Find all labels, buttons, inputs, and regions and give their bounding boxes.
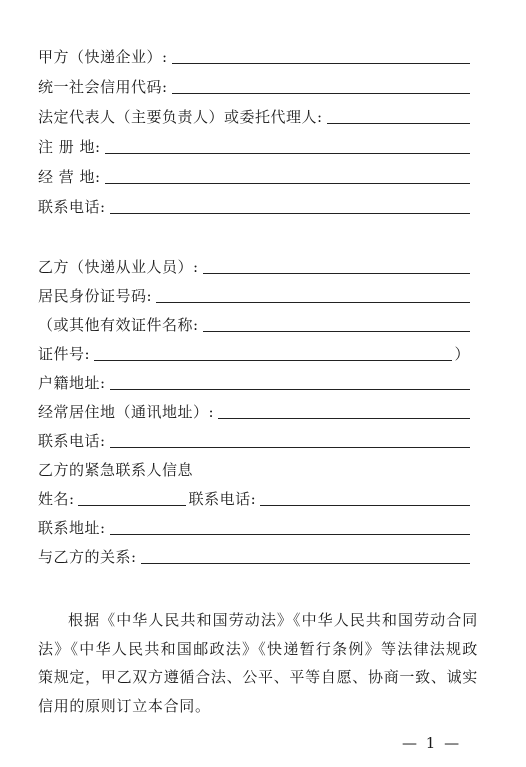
biz-address-field <box>38 163 470 187</box>
other-cert-label: （或其他有效证件名称: <box>38 316 199 334</box>
household-line[interactable] <box>110 375 470 390</box>
emergency-phone-line[interactable] <box>260 491 470 506</box>
party-a-phone-label: 联系电话: <box>38 198 106 216</box>
emergency-relation-field <box>38 543 470 567</box>
emergency-relation-label: 与乙方的关系: <box>38 548 137 566</box>
party-b-name-line[interactable] <box>203 259 470 274</box>
party-a-name-line[interactable] <box>172 49 470 64</box>
emergency-title: 乙方的紧急联系人信息 <box>38 461 194 479</box>
household-label: 户籍地址: <box>38 374 106 392</box>
legal-rep-line[interactable] <box>327 109 470 124</box>
emergency-name-phone-field <box>38 485 470 509</box>
preamble-paragraph: 根据《中华人民共和国劳动法》《中华人民共和国劳动合同法》《中华人民共和国邮政法》《快递暂行条例》等法律法规政策规定，甲乙双方遵循合法、公平、平等自愿、协商一致、诚实信用的原则订立本合同。 <box>38 611 478 715</box>
cert-number-line[interactable] <box>94 346 452 361</box>
other-cert-field <box>38 311 470 335</box>
party-b-phone-field <box>38 427 470 451</box>
page-number: — 1 — <box>402 734 462 752</box>
credit-code-field <box>38 73 470 97</box>
emergency-title-row <box>38 456 470 480</box>
party-b-phone-line[interactable] <box>110 433 470 448</box>
cert-number-field <box>38 340 470 364</box>
emergency-name-label: 姓名: <box>38 490 75 508</box>
credit-code-line[interactable] <box>172 79 470 94</box>
cert-close-paren: ） <box>454 345 470 363</box>
reg-address-line[interactable] <box>105 139 470 154</box>
credit-code-label: 统一社会信用代码: <box>38 78 168 96</box>
emergency-relation-line[interactable] <box>141 549 470 564</box>
id-number-label: 居民身份证号码: <box>38 287 153 305</box>
legal-rep-field <box>38 103 470 127</box>
cert-number-label: 证件号: <box>38 345 91 363</box>
reg-address-label: 注 册 地: <box>38 138 101 156</box>
id-number-field <box>38 282 470 306</box>
party-b-name-label: 乙方（快递从业人员）: <box>38 258 199 276</box>
party-a-name-label: 甲方（快递企业）: <box>38 48 168 66</box>
residence-line[interactable] <box>218 404 470 419</box>
emergency-address-field <box>38 514 470 538</box>
emergency-name-line[interactable] <box>78 491 186 506</box>
legal-rep-label: 法定代表人（主要负责人）或委托代理人: <box>38 108 323 126</box>
residence-field <box>38 398 470 422</box>
biz-address-label: 经 营 地: <box>38 168 101 186</box>
party-a-phone-field <box>38 193 470 217</box>
party-a-phone-line[interactable] <box>110 199 470 214</box>
emergency-address-line[interactable] <box>110 520 470 535</box>
emergency-phone-label: 联系电话: <box>188 490 257 508</box>
other-cert-line[interactable] <box>203 317 470 332</box>
biz-address-line[interactable] <box>105 169 470 184</box>
party-b-name-field <box>38 253 470 277</box>
residence-label: 经常居住地（通讯地址）: <box>38 403 215 421</box>
party-b-phone-label: 联系电话: <box>38 432 106 450</box>
household-field <box>38 369 470 393</box>
party-a-name-field <box>38 43 470 67</box>
id-number-line[interactable] <box>156 288 470 303</box>
emergency-address-label: 联系地址: <box>38 519 106 537</box>
reg-address-field <box>38 133 470 157</box>
